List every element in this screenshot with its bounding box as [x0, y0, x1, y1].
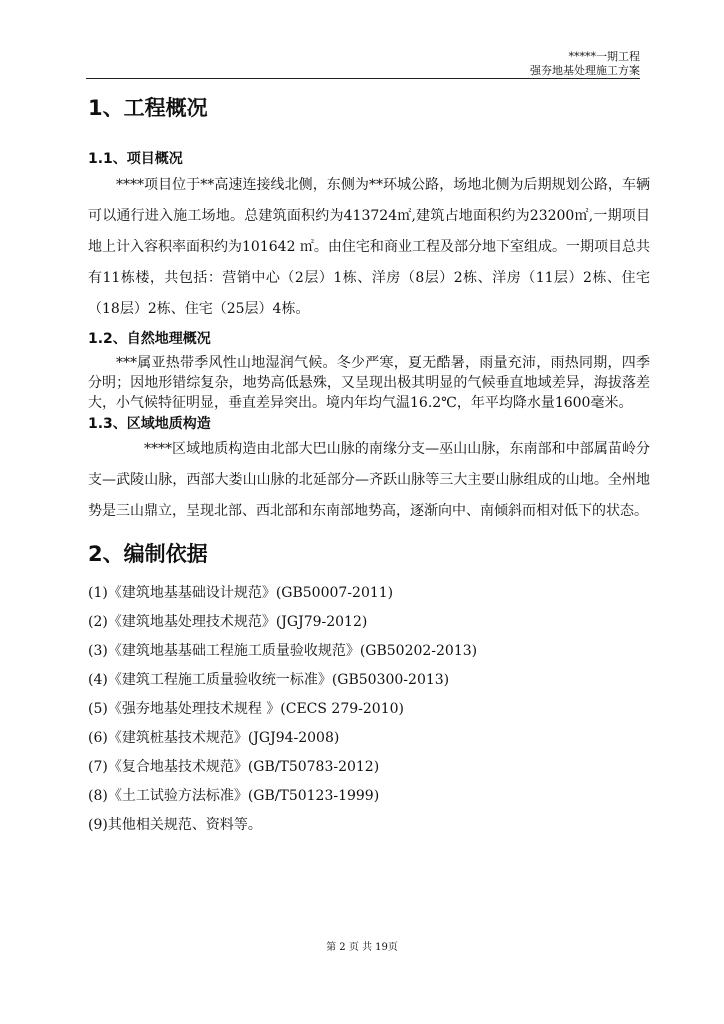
page-header: [530, 50, 640, 78]
header-rule: [86, 78, 640, 79]
section-2-heading: 2、编制依据: [88, 542, 208, 566]
reference-item: (9)其他相关规范、资料等。: [88, 817, 262, 833]
reference-item: (1)《建筑地基基础设计规范》(GB50007-2011): [88, 585, 394, 601]
project-overview-paragraph: ****项目位于**高速连接线北侧，东侧为**环城公路，场地北侧为后期规划公路，车辆可以通行进入施工场地。总建筑面积约为413724㎡,建筑占地面积约为23200㎡,一期项目地上计入容积率面积约为101642 ㎡。由住宅和商业工程及部分地下室组成。一期项目总共有11栋楼，共包括：营销中心（2层）1栋、洋房（8层）2栋、洋房（11层）2栋、住宅（18层）2栋、住宅（25层）4栋。: [88, 177, 650, 317]
reference-item: (3)《建筑地基基础工程施工质量验收规范》(GB50202-2013): [88, 643, 478, 659]
reference-item: (5)《强夯地基处理技术规程 》(CECS 279-2010): [88, 701, 404, 717]
reference-list: [88, 579, 650, 840]
geology-paragraph: ****区域地质构造由北部大巴山脉的南缘分支—巫山山脉，东南部和中部属苗岭分支—武陵山脉，西部大娄山山脉的北延部分—齐跃山脉等三大主要山脉组成的山地。全州地势是三山鼎立，呈现北部、西北部和东南部地势高，逐渐向中、南倾斜而相对低下的状态。: [88, 441, 650, 519]
reference-item: (7)《复合地基技术规范》(GB/T50783-2012): [88, 759, 380, 775]
reference-item: (4)《建筑工程施工质量验收统一标准》(GB50300-2013): [88, 672, 450, 688]
subsection-1-2-heading: 1.2、自然地理概况: [88, 331, 211, 347]
reference-item: (2)《建筑地基处理技术规范》(JGJ79-2012): [88, 614, 368, 630]
subsection-1-1-heading: 1.1、项目概况: [88, 151, 183, 167]
section-1-heading: 1、工程概况: [88, 96, 208, 120]
geography-paragraph: ***属亚热带季风性山地湿润气候。冬少严寒，夏无酷暑，雨量充沛，雨热同期，四季分明；因地形错综复杂，地势高低悬殊，又呈现出极其明显的气候垂直地域差异，海拔落差大，小气候特征明显，垂直差异突出。境内年均气温16.2℃，年平均降水量1600毫米。: [88, 355, 650, 411]
header-document-title: 强夯地基处理施工方案: [530, 64, 640, 77]
page-footer: 第 2 页 共 19页: [326, 942, 398, 953]
header-project-name: *****一期工程: [568, 50, 640, 63]
document-body: [88, 92, 650, 840]
reference-item: (6)《建筑桩基技术规范》(JGJ94-2008): [88, 730, 340, 746]
reference-item: (8)《土工试验方法标准》(GB/T50123-1999): [88, 788, 380, 804]
subsection-1-3-heading: 1.3、区域地质构造: [88, 416, 211, 432]
